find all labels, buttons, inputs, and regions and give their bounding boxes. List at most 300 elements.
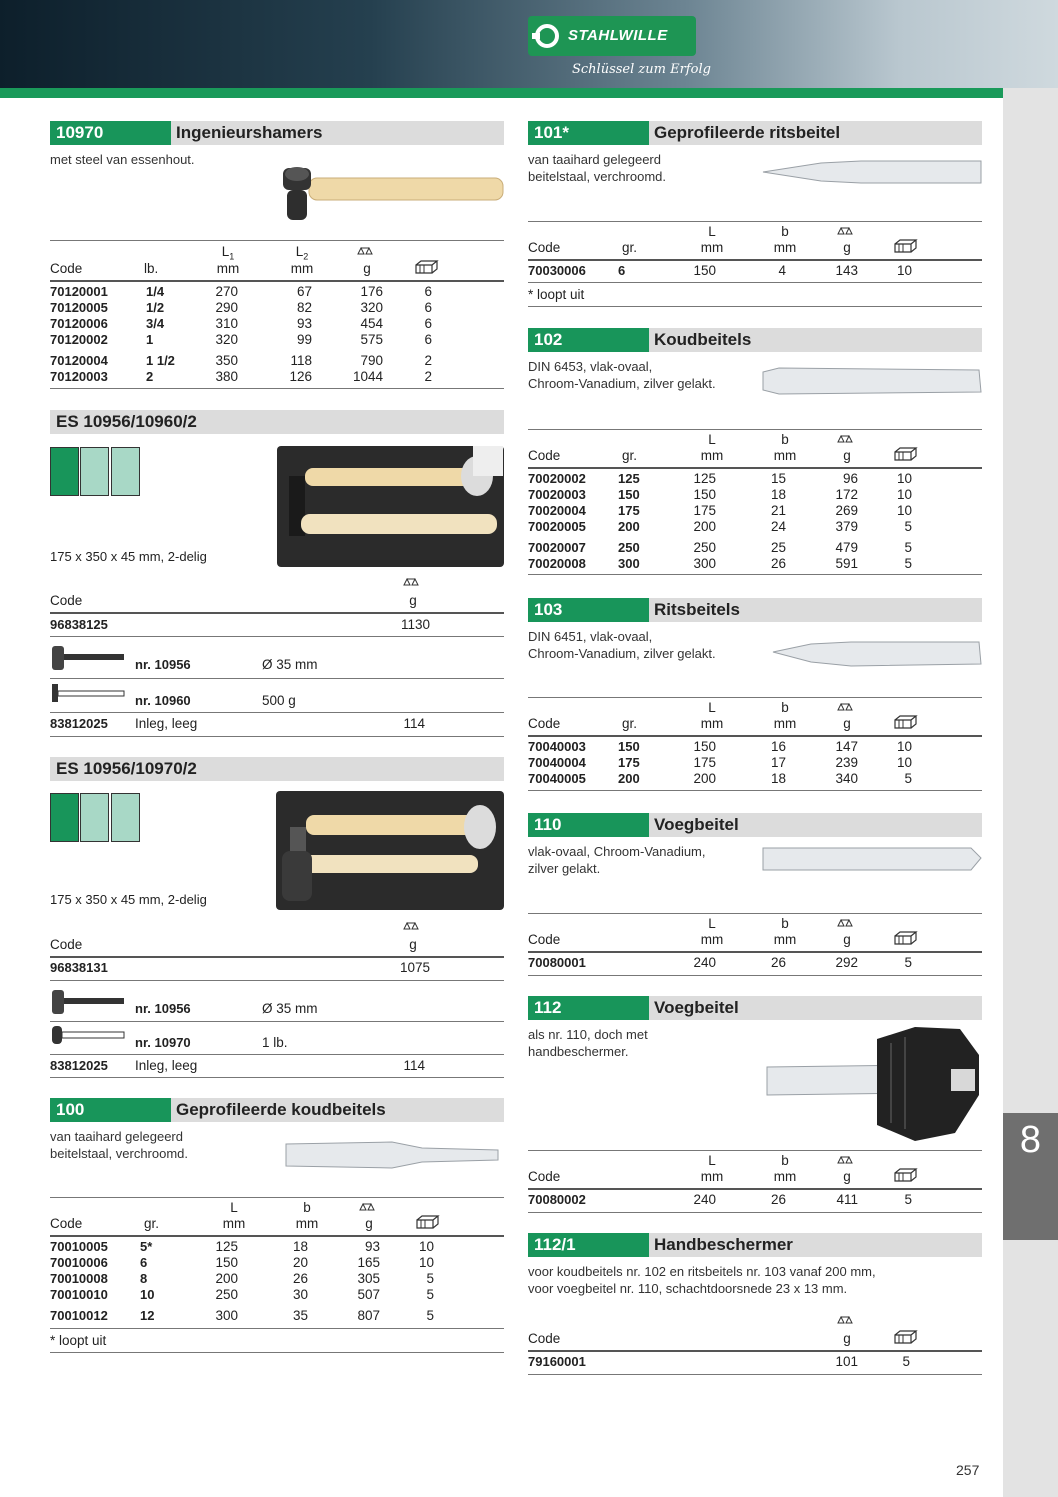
size-value: 150: [618, 739, 640, 754]
weight-lb: 1: [146, 332, 154, 347]
size-value: 250: [618, 540, 640, 555]
width-value: 18: [770, 771, 786, 786]
width-value: 26: [292, 1271, 308, 1286]
section-bar: [528, 328, 982, 352]
set-dimensions: 175 x 350 x 45 mm, 2-delig: [50, 549, 207, 564]
article-code: 96838125: [50, 617, 108, 632]
col-header-unit: mm: [773, 240, 797, 255]
length-value: 175: [693, 755, 716, 770]
bay-module: [111, 447, 140, 496]
section-es-10956-10960: [50, 410, 504, 434]
pack-quantity: 5: [904, 771, 912, 786]
set-item-number: nr. 10960: [135, 693, 191, 708]
length-value: 175: [693, 503, 716, 518]
pack-quantity: 10: [418, 1239, 434, 1254]
col-header-unit: mm: [700, 716, 724, 731]
insert-code: 83812025: [50, 716, 108, 731]
bay-module: [50, 793, 79, 842]
length-value: 250: [693, 540, 716, 555]
weight-value: 479: [835, 540, 858, 555]
article-number: 112/1: [528, 1233, 649, 1257]
table-rule: [50, 280, 504, 282]
pack-quantity: 5: [426, 1287, 434, 1302]
weight-value: 807: [357, 1308, 380, 1323]
col-header-b: b: [781, 224, 789, 239]
article-code: 70010008: [50, 1271, 108, 1286]
article-code: 70010006: [50, 1255, 108, 1270]
weight-lb: 2: [146, 369, 154, 384]
col-header-unit: mm: [295, 1216, 319, 1231]
width-value: 20: [292, 1255, 308, 1270]
table-rule: [528, 221, 982, 222]
col-header-unit: mm: [222, 1216, 246, 1231]
length-l1-value: 290: [215, 300, 238, 315]
joint-chisel-with-hand-guard-image: [765, 1025, 983, 1143]
section-bar: [528, 598, 982, 622]
table-rule: [528, 975, 982, 976]
weight-value: 379: [835, 519, 858, 534]
scale-icon: [403, 578, 420, 587]
width-value: 26: [770, 556, 786, 571]
col-header-unit: g: [409, 593, 417, 608]
article-number: 110: [528, 813, 649, 837]
weight-value: 239: [835, 755, 858, 770]
table-rule: [528, 1188, 982, 1190]
table-rule: [528, 1212, 982, 1213]
weight-value: 790: [360, 353, 383, 368]
col-header-unit: mm: [700, 448, 724, 463]
article-code: 70020003: [528, 487, 586, 502]
article-number: 103: [528, 598, 649, 622]
footnote: * loopt uit: [50, 1333, 107, 1348]
table-rule: [528, 429, 982, 430]
table-rule: [50, 1352, 504, 1353]
width-value: 4: [778, 263, 786, 278]
col-header-code: Code: [528, 932, 561, 947]
col-header-l: L: [708, 432, 716, 447]
width-value: 24: [770, 519, 786, 534]
article-code: 70020004: [528, 503, 586, 518]
hammer-10970-icon: [50, 1024, 125, 1046]
pack-quantity: 2: [424, 369, 432, 384]
weight-lb: 1/4: [146, 284, 165, 299]
size-value: 200: [618, 519, 640, 534]
size-value: 12: [140, 1308, 155, 1323]
weight-value: 147: [835, 739, 858, 754]
table-rule: [528, 282, 982, 283]
section-bar: [528, 996, 982, 1020]
pack-quantity: 10: [896, 487, 912, 502]
scale-icon: [837, 919, 854, 928]
length-l2-value: 82: [296, 300, 312, 315]
length-value: 125: [693, 471, 716, 486]
section-description: DIN 6453, vlak-ovaal, Chroom-Vanadium, zilver gelakt.: [528, 359, 716, 391]
size-value: 200: [618, 771, 640, 786]
size-value: 5*: [140, 1239, 153, 1254]
section-title: Voegbeitel: [649, 996, 982, 1020]
length-value: 150: [693, 487, 716, 502]
section-112-1: [528, 1233, 982, 1297]
table-rule: [50, 1328, 504, 1329]
col-header-code: Code: [50, 261, 83, 276]
section-description: van taaihard gelegeerd beitelstaal, verchroomd.: [50, 1129, 189, 1161]
col-header-unit: g: [843, 1331, 851, 1346]
width-value: 35: [292, 1308, 308, 1323]
length-value: 240: [693, 1192, 716, 1207]
col-header-code: Code: [50, 593, 83, 608]
table-rule: [50, 240, 504, 241]
insert-weight: 114: [403, 1058, 425, 1073]
table-rule: [50, 956, 504, 958]
size-value: 175: [618, 503, 640, 518]
table-rule: [50, 980, 504, 981]
length-l1-value: 380: [215, 369, 238, 384]
article-code: 70120004: [50, 353, 108, 368]
col-header-l: L: [230, 1200, 238, 1215]
pack-quantity: 5: [426, 1271, 434, 1286]
length-value: 200: [215, 1271, 238, 1286]
article-code: 79160001: [528, 1354, 586, 1369]
table-rule: [50, 636, 504, 637]
weight-value: 340: [835, 771, 858, 786]
article-code: 70120006: [50, 316, 108, 331]
weight-lb: 1 1/2: [146, 353, 175, 368]
section-title: Koudbeitels: [649, 328, 982, 352]
size-value: 150: [618, 487, 640, 502]
pack-quantity: 2: [424, 353, 432, 368]
brand-slogan: Schlüssel zum Erfolg: [572, 62, 711, 77]
section-bar: [50, 757, 504, 781]
pack-quantity: 10: [418, 1255, 434, 1270]
length-l2-value: 99: [296, 332, 312, 347]
table-rule: [528, 697, 982, 698]
set-item-number: nr. 10956: [135, 1001, 191, 1016]
scale-icon: [403, 922, 420, 931]
footnote: * loopt uit: [528, 287, 585, 302]
chapter-tab[interactable]: 8: [1003, 1113, 1058, 1240]
section-title: Ritsbeitels: [649, 598, 982, 622]
weight-value: 591: [835, 556, 858, 571]
table-rule: [528, 306, 982, 307]
length-l1-value: 350: [215, 353, 238, 368]
weight-lb: 3/4: [146, 316, 165, 331]
section-description: DIN 6451, vlak-ovaal, Chroom-Vanadium, zilver gelakt.: [528, 629, 716, 661]
article-code: 70040003: [528, 739, 586, 754]
weight-value: 96: [842, 471, 858, 486]
package-icon: [894, 931, 918, 946]
article-code: 70020005: [528, 519, 586, 534]
col-header-l: L: [708, 916, 716, 931]
set-item-spec: Ø 35 mm: [262, 657, 318, 672]
pack-quantity: 6: [424, 332, 432, 347]
table-rule: [528, 259, 982, 261]
table-rule: [50, 388, 504, 389]
col-header-unit: g: [843, 716, 851, 731]
size-value: 10: [140, 1287, 155, 1302]
insert-code: 83812025: [50, 1058, 108, 1073]
width-value: 18: [292, 1239, 308, 1254]
article-code: 70120005: [50, 300, 108, 315]
col-header-b: b: [781, 916, 789, 931]
table-rule: [528, 913, 982, 914]
pack-quantity: 5: [904, 519, 912, 534]
table-rule: [50, 612, 504, 614]
col-header-unit: mm: [700, 1169, 724, 1184]
length-l2-value: 126: [289, 369, 312, 384]
col-header-unit: mm: [290, 261, 314, 276]
set-dimensions: 175 x 350 x 45 mm, 2-delig: [50, 892, 207, 907]
section-description: met steel van essenhout.: [50, 152, 195, 167]
length-l2-value: 67: [296, 284, 312, 299]
set-item-spec: 1 lb.: [262, 1035, 288, 1050]
size-value: 175: [618, 755, 640, 770]
table-rule: [50, 1021, 504, 1022]
weight-value: 1044: [352, 369, 383, 384]
pack-quantity: 10: [896, 755, 912, 770]
hammer-10960-icon: [50, 682, 125, 704]
size-value: 6: [140, 1255, 148, 1270]
width-value: 26: [770, 1192, 786, 1207]
section-bar: [50, 410, 504, 434]
table-rule: [528, 790, 982, 791]
scale-icon: [837, 227, 854, 236]
scale-icon: [837, 1316, 854, 1325]
col-header-b: b: [781, 700, 789, 715]
pack-quantity: 6: [424, 284, 432, 299]
length-l2-value: 93: [296, 316, 312, 331]
table-rule: [528, 951, 982, 953]
package-icon: [894, 715, 918, 730]
weight-value: 320: [360, 300, 383, 315]
article-code: 70080001: [528, 955, 586, 970]
weight-value: 93: [364, 1239, 380, 1254]
article-code: 70120002: [50, 332, 108, 347]
article-number: 112: [528, 996, 649, 1020]
section-bar: [50, 121, 504, 145]
pack-quantity: 10: [896, 503, 912, 518]
weight-value: 454: [360, 316, 383, 331]
weight-value: 1075: [399, 960, 430, 975]
weight-value: 143: [835, 263, 858, 278]
wrench-ring-icon: [532, 21, 562, 51]
pack-quantity: 5: [904, 955, 912, 970]
col-header-unit: g: [843, 240, 851, 255]
set-item-spec: Ø 35 mm: [262, 1001, 318, 1016]
table-rule: [528, 1150, 982, 1151]
section-title: ES 10956/10960/2: [50, 410, 504, 434]
size-value: 125: [618, 471, 640, 486]
length-value: 200: [693, 771, 716, 786]
col-header-unit: mm: [773, 448, 797, 463]
col-header-code: Code: [50, 1216, 83, 1231]
table-rule: [528, 574, 982, 575]
length-value: 300: [693, 556, 716, 571]
col-header-code: Code: [528, 1169, 561, 1184]
col-header-unit: mm: [216, 261, 240, 276]
pack-quantity: 5: [902, 1354, 910, 1369]
section-description: als nr. 110, doch met handbeschermer.: [528, 1027, 648, 1059]
size-value: 8: [140, 1271, 148, 1286]
length-l1-value: 310: [215, 316, 238, 331]
col-header-l: L: [708, 1153, 716, 1168]
weight-value: 101: [835, 1354, 858, 1369]
article-code: 70010005: [50, 1239, 108, 1254]
pack-quantity: 5: [904, 540, 912, 555]
hammer-set-insert-image: [276, 791, 504, 910]
article-code: 70120001: [50, 284, 108, 299]
col-header-unit: mm: [773, 716, 797, 731]
article-code: 70020007: [528, 540, 586, 555]
article-number: 100: [50, 1098, 171, 1122]
length-l1-value: 320: [215, 332, 238, 347]
table-rule: [50, 736, 504, 737]
col-header-code: Code: [528, 240, 561, 255]
col-header-l2: $L_2$: [295, 244, 309, 262]
section-es-10956-10970: [50, 757, 504, 781]
table-rule: [50, 1197, 504, 1198]
col-header-b: b: [781, 1153, 789, 1168]
width-value: 17: [770, 755, 786, 770]
width-value: 16: [770, 739, 786, 754]
joint-chisel-image: [761, 844, 983, 874]
package-icon: [416, 1215, 440, 1230]
table-rule: [528, 467, 982, 469]
col-header-code: Code: [528, 1331, 561, 1346]
width-value: 25: [770, 540, 786, 555]
article-code: 70010012: [50, 1308, 108, 1323]
weight-value: 1130: [400, 617, 430, 632]
scale-icon: [359, 1203, 376, 1212]
length-value: 150: [693, 263, 716, 278]
scale-icon: [837, 703, 854, 712]
set-item-spec: 500 g: [262, 693, 296, 708]
table-rule: [50, 1077, 504, 1078]
width-value: 15: [770, 471, 786, 486]
insert-label: Inleg, leeg: [135, 1058, 198, 1073]
length-value: 125: [215, 1239, 238, 1254]
engineer-hammer-image: [281, 166, 505, 226]
profiled-chisel-image: [282, 1138, 504, 1170]
length-value: 300: [215, 1308, 238, 1323]
package-icon: [894, 239, 918, 254]
article-code: 70010010: [50, 1287, 108, 1302]
table-rule: [528, 1374, 982, 1375]
package-icon: [415, 260, 439, 275]
weight-value: 172: [835, 487, 858, 502]
weight-value: 269: [835, 503, 858, 518]
col-header-code: Code: [528, 716, 561, 731]
scale-icon: [837, 1156, 854, 1165]
table-rule: [50, 712, 504, 713]
article-code: 70120003: [50, 369, 108, 384]
col-header-unit: g: [843, 1169, 851, 1184]
table-rule: [528, 1350, 982, 1352]
col-header-gr: gr.: [622, 448, 638, 463]
col-header-unit: mm: [773, 932, 797, 947]
width-value: 18: [770, 487, 786, 502]
col-header-b: b: [781, 432, 789, 447]
insert-label: Inleg, leeg: [135, 716, 198, 731]
pack-quantity: 10: [896, 739, 912, 754]
col-header-gr: gr.: [622, 716, 638, 731]
col-header-code: Code: [50, 937, 83, 952]
length-value: 150: [215, 1255, 238, 1270]
article-code: 70020008: [528, 556, 586, 571]
width-value: 26: [770, 955, 786, 970]
section-title: Handbeschermer: [649, 1233, 982, 1257]
section-bar: [528, 121, 982, 145]
cold-chisel-image: [761, 366, 983, 396]
table-rule: [50, 1054, 504, 1055]
set-item-number: nr. 10970: [135, 1035, 191, 1050]
col-header-gr: gr.: [622, 240, 638, 255]
col-header-lb: lb.: [144, 261, 159, 276]
size-value: 300: [618, 556, 640, 571]
section-title: Voegbeitel: [649, 813, 982, 837]
hammer-10956-icon: [50, 644, 125, 672]
article-number: 102: [528, 328, 649, 352]
article-number: 101*: [528, 121, 649, 145]
section-10970: [50, 121, 504, 168]
header-accent-bar: [0, 88, 1003, 98]
section-title: ES 10956/10970/2: [50, 757, 504, 781]
pack-quantity: 10: [896, 263, 912, 278]
length-l1-value: 270: [215, 284, 238, 299]
cross-cut-chisel-image: [771, 638, 983, 670]
col-header-unit: g: [843, 932, 851, 947]
set-item-number: nr. 10956: [135, 657, 191, 672]
section-description: voor koudbeitels nr. 102 en ritsbeitels nr. 103 vanaf 200 mm, voor voegbeitel nr. 110, schachtdoorsnede 23 x 13 mm.: [528, 1264, 876, 1296]
col-header-l: L: [708, 224, 716, 239]
bay-module: [80, 447, 109, 496]
pack-quantity: 10: [896, 471, 912, 486]
weight-value: 305: [357, 1271, 380, 1286]
section-bar: [50, 1098, 504, 1122]
col-header-l1: $L_1$: [221, 244, 235, 262]
col-header-unit: g: [363, 261, 371, 276]
col-header-unit: g: [843, 448, 851, 463]
article-code: 70080002: [528, 1192, 586, 1207]
package-icon: [894, 1168, 918, 1183]
table-rule: [50, 1235, 504, 1237]
section-title: Ingenieurshamers: [171, 121, 504, 145]
pack-quantity: 5: [904, 556, 912, 571]
col-header-l: L: [708, 700, 716, 715]
side-strip: [1003, 88, 1058, 1497]
col-header-unit: g: [365, 1216, 373, 1231]
length-value: 250: [215, 1287, 238, 1302]
weight-value: 292: [835, 955, 858, 970]
logo-text: STAHLWILLE: [568, 27, 668, 44]
scale-icon: [357, 247, 374, 256]
table-rule: [50, 678, 504, 679]
pack-quantity: 5: [904, 1192, 912, 1207]
weight-value: 507: [357, 1287, 380, 1302]
col-header-code: Code: [528, 448, 561, 463]
page-number: 257: [956, 1462, 980, 1478]
bay-module: [80, 793, 109, 842]
article-code: 70030006: [528, 263, 586, 278]
col-header-unit: mm: [700, 932, 724, 947]
col-header-unit: g: [409, 937, 417, 952]
size-value: 6: [618, 263, 626, 278]
section-description: van taaihard gelegeerd beitelstaal, verchroomd.: [528, 152, 667, 184]
weight-lb: 1/2: [146, 300, 165, 315]
hammer-10956-icon: [50, 988, 125, 1016]
section-title: Geprofileerde koudbeitels: [171, 1098, 504, 1122]
col-header-gr: gr.: [144, 1216, 160, 1231]
length-value: 150: [693, 739, 716, 754]
